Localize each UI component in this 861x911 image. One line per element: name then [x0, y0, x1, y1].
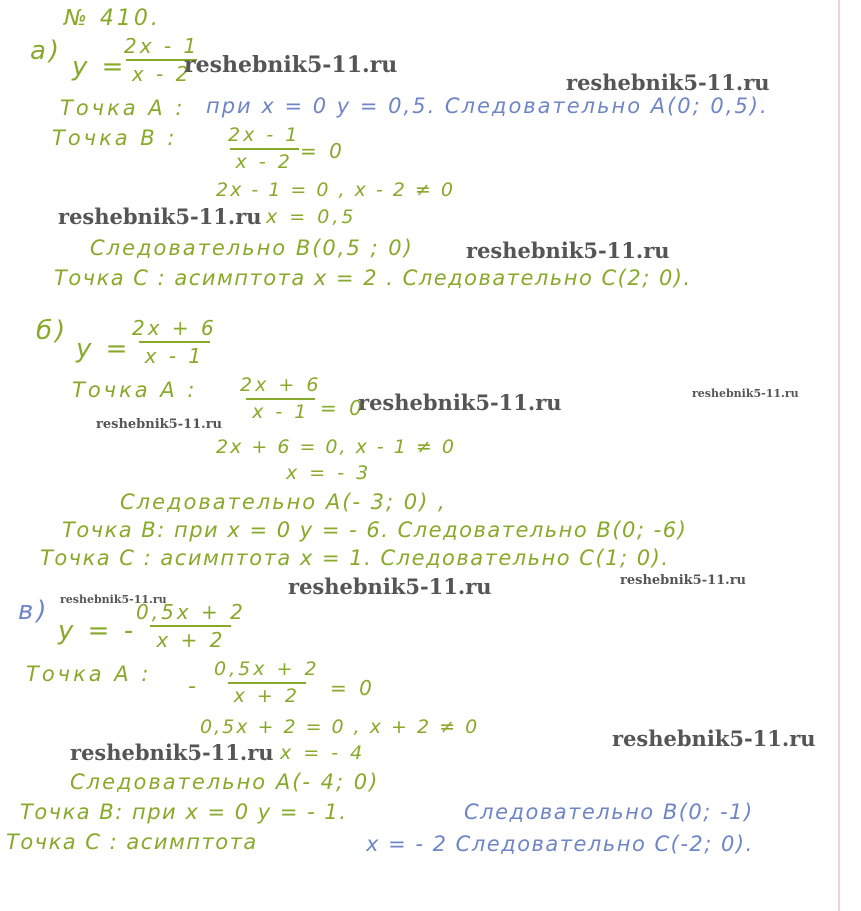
- part-a-point-b-solution: x = 0,5: [266, 206, 357, 228]
- part-a-point-b-equals: = 0: [300, 139, 345, 163]
- part-a-denominator: x - 2: [126, 59, 198, 84]
- watermark: reshebnik5-11.ru: [620, 573, 747, 588]
- part-b-point-a-equals: = 0: [320, 396, 365, 420]
- part-a-point-b-label: Точка В :: [52, 126, 178, 150]
- part-c-point-a-denominator: x + 2: [228, 682, 306, 706]
- part-b-label: б): [36, 316, 69, 346]
- notebook-margin-line: [838, 0, 840, 911]
- part-c-equation-lhs: y = -: [58, 616, 137, 646]
- part-b-point-c-line: Точка С : асимптота x = 1. Следовательно С(1; 0).: [40, 546, 670, 570]
- part-a-point-a-label: Точка А :: [60, 96, 186, 120]
- watermark: reshebnik5-11.ru: [70, 740, 274, 765]
- part-c-point-c-tail: x = - 2 Следовательно С(-2; 0).: [366, 832, 754, 856]
- part-a-point-b-denominator: x - 2: [230, 148, 299, 172]
- part-b-point-a-denominator: x - 1: [246, 398, 315, 422]
- part-a-point-b-conclusion: Следовательно В(0,5 ; 0): [90, 236, 414, 260]
- part-b-point-a-conclusion: Следовательно А(- 3; 0) ,: [120, 490, 447, 514]
- part-a-numerator: 2x - 1: [124, 34, 200, 58]
- watermark: reshebnik5-11.ru: [60, 593, 167, 606]
- watermark: reshebnik5-11.ru: [466, 238, 670, 263]
- part-a-point-b-condition: 2x - 1 = 0 , x - 2 ≠ 0: [216, 179, 455, 201]
- part-b-numerator: 2x + 6: [132, 316, 217, 340]
- part-c-point-a-fraction: [208, 660, 326, 706]
- part-c-point-a-label: Точка А :: [26, 662, 152, 686]
- part-c-denominator: x + 2: [150, 625, 231, 650]
- part-c-point-a-equals: = 0: [330, 676, 375, 700]
- part-b-fraction: [126, 318, 223, 366]
- watermark: reshebnik5-11.ru: [58, 204, 262, 229]
- part-a-label: а): [30, 36, 63, 66]
- part-b-point-a-label: Точка А :: [72, 378, 198, 402]
- part-a-equation-lhs: y =: [72, 52, 127, 82]
- watermark: reshebnik5-11.ru: [692, 387, 799, 400]
- watermark: reshebnik5-11.ru: [184, 52, 398, 78]
- part-b-point-b-line: Точка В: при x = 0 y = - 6. Следовательно В(0; -6): [62, 518, 688, 542]
- part-c-fraction: [130, 602, 252, 650]
- watermark: reshebnik5-11.ru: [566, 70, 770, 95]
- watermark: reshebnik5-11.ru: [96, 417, 223, 432]
- part-b-point-a-condition: 2x + 6 = 0, x - 1 ≠ 0: [216, 436, 456, 458]
- part-c-point-b-lead: Точка В: при x = 0 y = - 1.: [20, 800, 348, 824]
- part-c-point-b-tail: Следовательно В(0; -1): [464, 800, 754, 824]
- part-c-point-a-conclusion: Следовательно А(- 4; 0): [70, 770, 380, 794]
- part-b-point-a-numerator: 2x + 6: [240, 374, 322, 396]
- part-c-label: в): [18, 596, 50, 626]
- part-a-point-b-numerator: 2x - 1: [228, 124, 301, 146]
- watermark: reshebnik5-11.ru: [612, 726, 816, 751]
- part-c-point-a-condition: 0,5x + 2 = 0 , x + 2 ≠ 0: [200, 716, 480, 738]
- part-c-numerator: 0,5x + 2: [136, 600, 246, 624]
- problem-number: № 410.: [64, 6, 161, 31]
- part-c-point-a-solution: x = - 4: [280, 742, 366, 764]
- part-b-point-a-solution: x = - 3: [286, 462, 372, 484]
- part-a-point-c-line: Точка С : асимптота x = 2 . Следовательно С(2; 0).: [54, 266, 692, 290]
- part-b-denominator: x - 1: [139, 341, 211, 366]
- part-a-point-a-text: при x = 0 y = 0,5. Следовательно A(0; 0,5).: [206, 94, 769, 118]
- part-c-point-a-minus: -: [188, 674, 199, 699]
- watermark: reshebnik5-11.ru: [358, 390, 562, 415]
- part-a-point-b-fraction: [222, 126, 306, 172]
- part-b-point-a-fraction: [234, 376, 327, 422]
- part-c-point-a-numerator: 0,5x + 2: [214, 658, 320, 680]
- watermark: reshebnik5-11.ru: [288, 574, 492, 599]
- part-c-point-c-lead: Точка С : асимптота: [6, 830, 258, 854]
- part-b-equation-lhs: y =: [76, 334, 131, 364]
